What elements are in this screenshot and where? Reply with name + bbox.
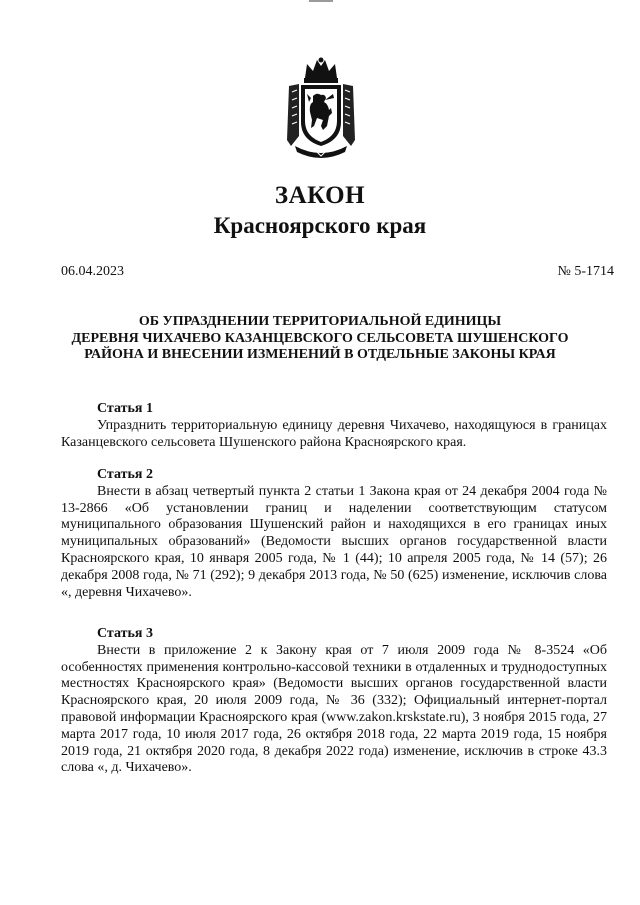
article-title: Статья 2 <box>97 467 153 482</box>
article-title: Статья 3 <box>97 626 153 641</box>
article-title: Статья 1 <box>97 401 153 416</box>
document-number: № 5-1714 <box>557 264 614 279</box>
article-text: Упразднить территориальную единицу деревня Чихачево, находящуюся в границах Казанцевского сельсовета Шушенского района Красноярского края. <box>61 417 607 450</box>
law-heading-line: ОБ УПРАЗДНЕНИИ ТЕРРИТОРИАЛЬНОЙ ЕДИНИЦЫ <box>138 314 502 329</box>
article-text: Внести в приложение 2 к Закону края от 7 июля 2009 года № 8-3524 «Об особенностях применения контрольно-кассовой техники в отдаленных и труднодоступных местностях Красноярского края» (Ведомости высших органов государственной власти Красноярского края, 20 июля 2009 года, № 36 (332); Официальный интернет-портал правовой информации Красноярского края (www.zakon.krskstate.ru), 3 ноября 2015 года, 27 марта 2017 года, 10 июля 2017 года, 26 октября 2018 года, 22 марта 2019 года, 15 ноября 2019 года, 21 октября 2020 года, 8 декабря 2022 года) изменение, исключив в строке 43.3 слова «, д. Чихачево». <box>61 642 607 776</box>
article-3 <box>61 626 607 777</box>
document-subtitle: Красноярского края <box>213 213 427 238</box>
article-1 <box>61 401 607 451</box>
article-2 <box>61 467 607 601</box>
scan-edge-mark <box>309 0 333 2</box>
law-heading-line: ДЕРЕВНЯ ЧИХАЧЕВО КАЗАНЦЕВСКОГО СЕЛЬСОВЕТА ШУШЕНСКОГО <box>71 330 569 346</box>
law-heading-line: РАЙОНА И ВНЕСЕНИИ ИЗМЕНЕНИЙ В ОТДЕЛЬНЫЕ ЗАКОНЫ КРАЯ <box>84 347 556 362</box>
article-text: Внести в абзац четвертый пункта 2 статьи 1 Закона края от 24 декабря 2004 года № 13-2866 «Об установлении границ и наделении соответствующим статусом муниципального образования Шушенский район и находящихся в его границах иных муниципальных образований» (Ведомости высших органов государственной власти Красноярского края, 10 января 2005 года, № 1 (44); 10 апреля 2005 года, № 14 (57); 26 декабря 2008 года, № 71 (292); 9 декабря 2013 года, № 50 (625) изменение, исключив слова «, деревня Чихачево». <box>61 483 607 600</box>
law-heading <box>40 314 600 364</box>
coat-of-arms-icon <box>283 56 359 162</box>
document-date: 06.04.2023 <box>61 264 124 279</box>
document-title: ЗАКОН <box>274 182 366 209</box>
